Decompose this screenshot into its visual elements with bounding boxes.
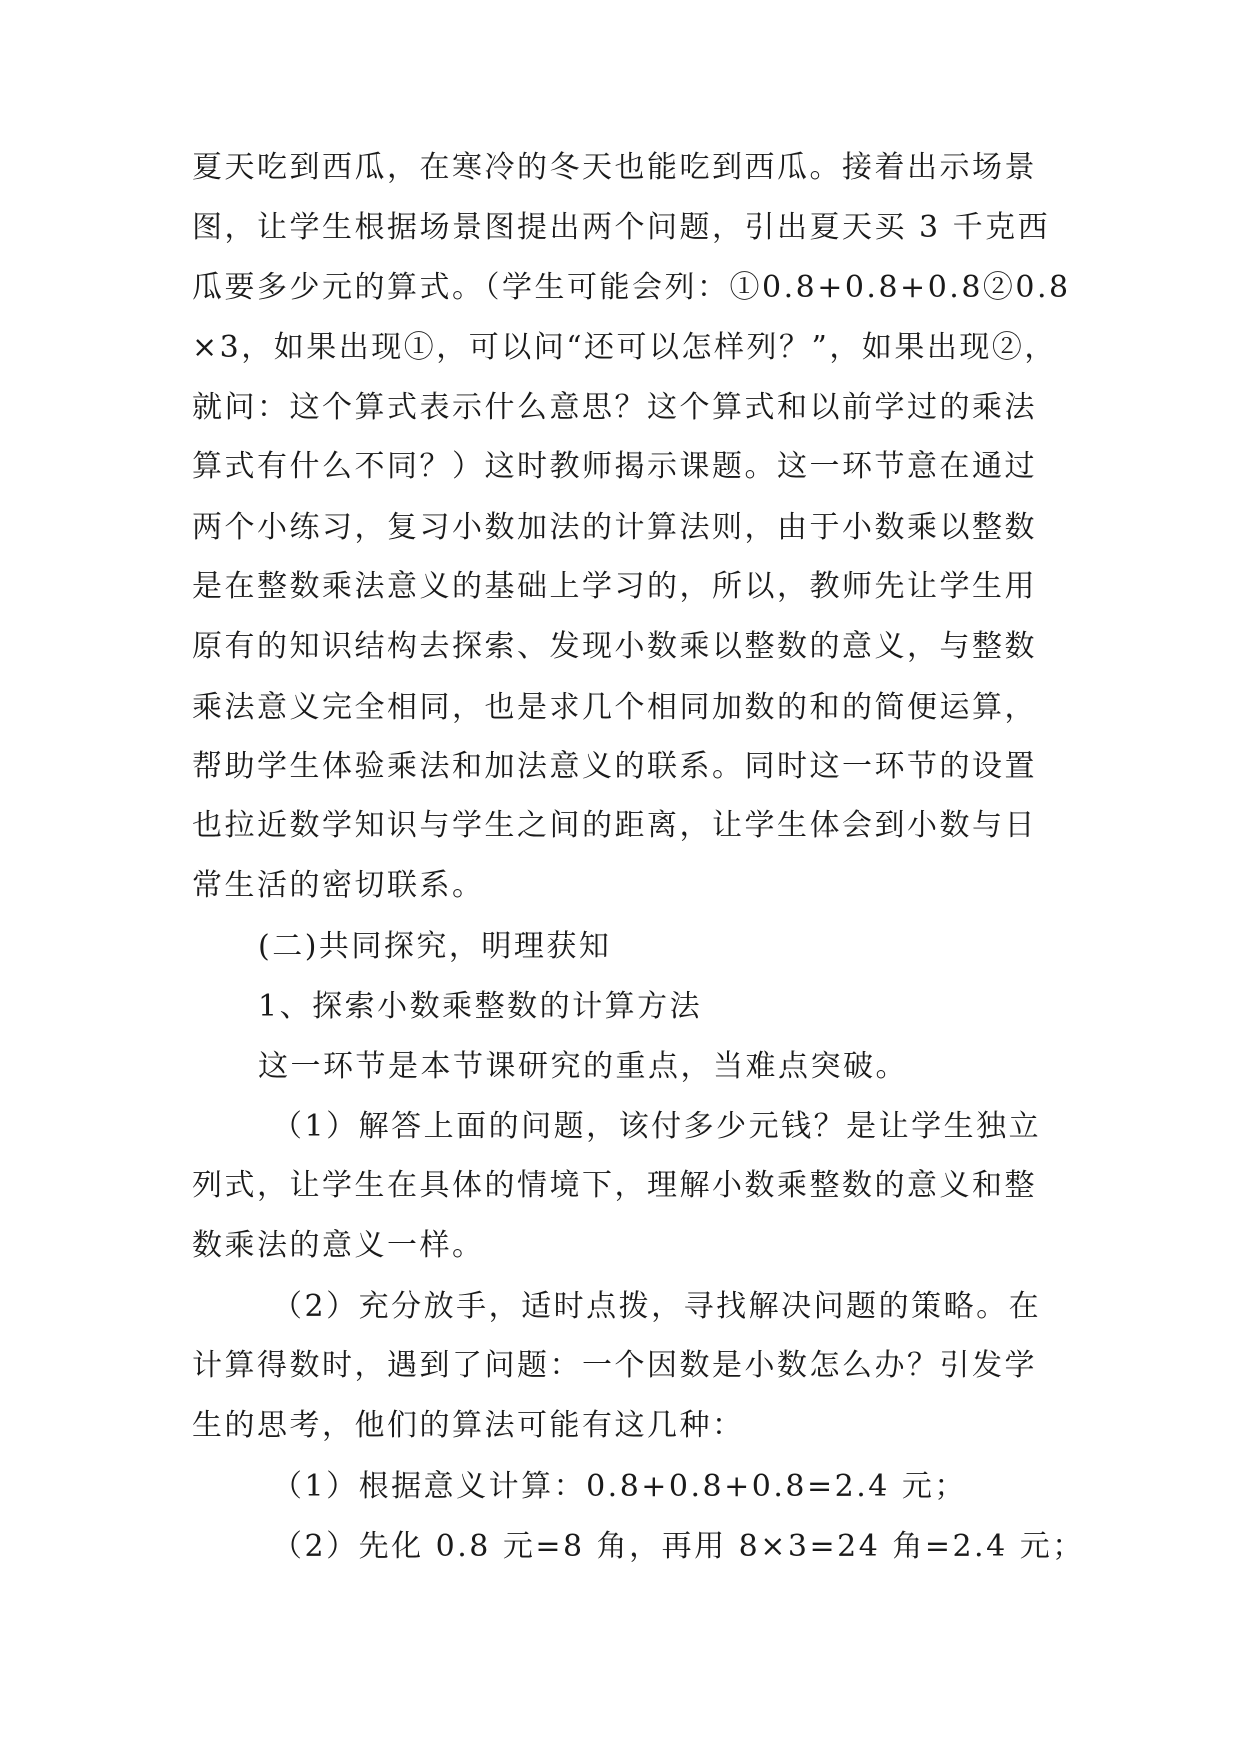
text-line: 图，让学生根据场景图提出两个问题，引出夏天买 3 千克西 — [192, 210, 1051, 245]
text-line: 这一环节是本节课研究的重点，当难点突破。 — [258, 1049, 908, 1084]
text-line: 常生活的密切联系。 — [192, 868, 485, 903]
text-line: 就问：这个算式表示什么意思？这个算式和以前学过的乘法 — [192, 390, 1037, 425]
text-line: 生的思考，他们的算法可能有这几种： — [192, 1408, 745, 1443]
text-line: 列式，让学生在具体的情境下，理解小数乘整数的意义和整 — [192, 1168, 1037, 1203]
subsection-heading: 1、探索小数乘整数的计算方法 — [258, 989, 703, 1024]
text-line: 乘法意义完全相同，也是求几个相同加数的和的简便运算， — [192, 690, 1037, 725]
text-line: 原有的知识结构去探索、发现小数乘以整数的意义，与整数 — [192, 629, 1037, 664]
text-line: 也拉近数学知识与学生之间的距离，让学生体会到小数与日 — [192, 808, 1037, 843]
text-line: 帮助学生体验乘法和加法意义的联系。同时这一环节的设置 — [192, 749, 1037, 784]
text-line: 两个小练习，复习小数加法的计算法则，由于小数乘以整数 — [192, 510, 1037, 545]
text-line: （2）充分放手，适时点拨，寻找解决问题的策略。在 — [272, 1289, 1042, 1324]
text-line: 数乘法的意义一样。 — [192, 1228, 485, 1263]
text-line: 瓜要多少元的算式。（学生可能会列：①0.8+0.8+0.8②0.8 — [192, 270, 1071, 305]
text-line: 计算得数时，遇到了问题：一个因数是小数怎么办？引发学 — [192, 1348, 1037, 1383]
text-line: （1）根据意义计算：0.8+0.8+0.8=2.4 元； — [272, 1469, 967, 1504]
text-line: 是在整数乘法意义的基础上学习的，所以，教师先让学生用 — [192, 569, 1037, 604]
section-heading: (二)共同探究，明理获知 — [258, 929, 612, 964]
text-line: 算式有什么不同？）这时教师揭示课题。这一环节意在通过 — [192, 449, 1037, 484]
text-line: ×3，如果出现①，可以问“还可以怎样列？”，如果出现②， — [192, 330, 1057, 365]
text-line: 夏天吃到西瓜，在寒冷的冬天也能吃到西瓜。接着出示场景 — [192, 150, 1037, 185]
text-line: （1）解答上面的问题，该付多少元钱？是让学生独立 — [272, 1109, 1042, 1144]
text-line: （2）先化 0.8 元=8 角，再用 8×3=24 角=2.4 元； — [272, 1529, 1085, 1564]
